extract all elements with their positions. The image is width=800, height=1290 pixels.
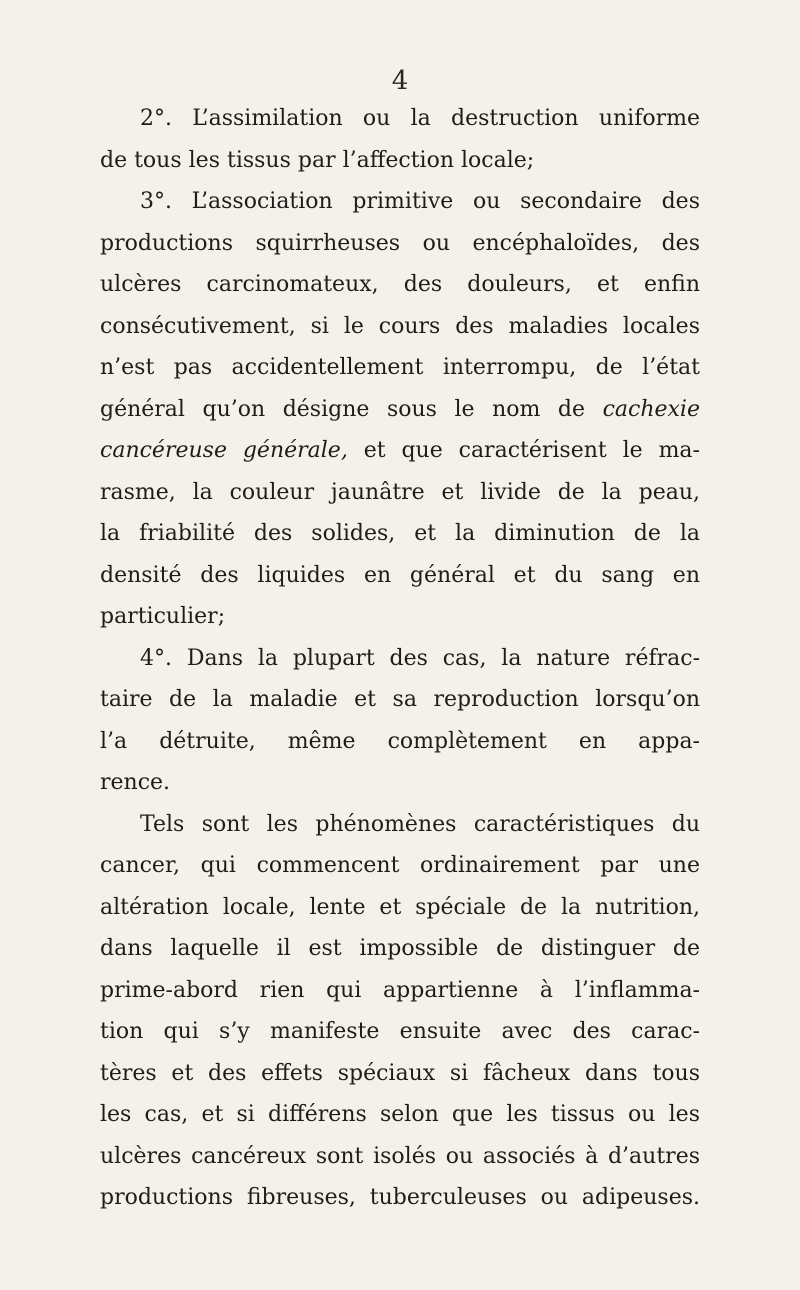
- text-line: productions squirrheuses ou encéphaloïdes, des: [100, 230, 700, 256]
- text-segment: général qu’on désigne sous le nom de: [100, 396, 586, 422]
- text-line: dans laquelle il est impossible de distinguer de: [100, 936, 700, 961]
- text-line: cancer, qui commencent ordinairement par une: [100, 853, 700, 878]
- text-line: particulier;: [100, 604, 226, 629]
- text-line-with-italic: [100, 430, 700, 472]
- text-line: de tous les tissus par l’affection locale;: [100, 147, 535, 173]
- italic-term: cachexie: [602, 396, 700, 422]
- text-line: ulcères cancéreux sont isolés ou associés à d’autres: [100, 1143, 700, 1169]
- text-line: tères et des effets spéciaux si fâcheux dans tous: [100, 1060, 700, 1086]
- italic-term: cancéreuse générale,: [100, 438, 348, 463]
- text-line: productions fibreuses, tuberculeuses ou adipeuses.: [100, 1185, 700, 1210]
- text-line: n’est pas accidentellement interrompu, de l’état: [100, 355, 700, 380]
- text-line: les cas, et si différens selon que les tissus ou les: [100, 1102, 700, 1127]
- text-line: taire de la maladie et sa reproduction lorsqu’on: [100, 687, 700, 712]
- text-segment: et que caractérisent le ma-: [363, 438, 700, 463]
- text-line: la friabilité des solides, et la diminution de la: [100, 521, 700, 546]
- text-line-with-italic: [100, 389, 700, 431]
- text-line: consécutivement, si le cours des maladies locales: [100, 313, 700, 339]
- text-line: rasme, la couleur jaunâtre et livide de la peau,: [100, 479, 700, 505]
- text-line: l’a détruite, même complètement en appa-: [100, 728, 700, 754]
- text-line: Tels sont les phénomènes caractéristiques du: [140, 811, 700, 837]
- text-line: ulcères carcinomateux, des douleurs, et enfin: [100, 272, 700, 297]
- text-line: prime-abord rien qui appartienne à l’inflamma-: [100, 977, 700, 1003]
- text-line: 3°. L’association primitive ou secondaire des: [140, 189, 700, 214]
- text-line: 4°. Dans la plupart des cas, la nature réfrac-: [140, 645, 700, 671]
- text-line: densité des liquides en général et du sang en: [100, 562, 700, 588]
- page-number: 4: [391, 66, 409, 96]
- text-line: rence.: [100, 770, 171, 795]
- body-text: [100, 98, 700, 1219]
- text-line: tion qui s’y manifeste ensuite avec des carac-: [100, 1019, 700, 1044]
- text-line: altération locale, lente et spéciale de la nutrition,: [100, 894, 700, 920]
- text-line: 2°. L’assimilation ou la destruction uniforme: [140, 106, 700, 131]
